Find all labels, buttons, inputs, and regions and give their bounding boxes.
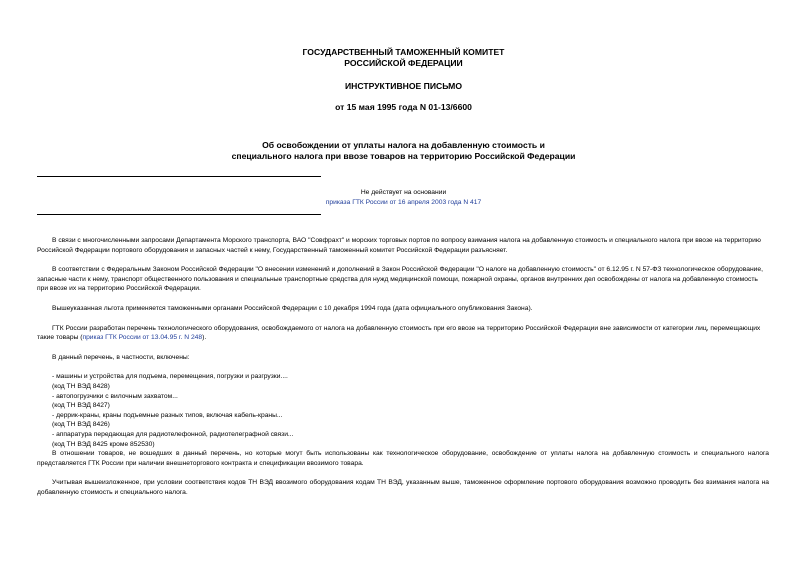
paragraph-2: В соответствии с Федеральным Законом Российской Федерации "О внесении изменений и дополнений в Закон Российской Федерации "О налоге на добавленную стоимость" от 6.12.95 г. N 57-ФЗ технологическое оборудование, запасные части к нему, транспорт общественного пользования и специальные транспортные средства для нужд медицинской помощи, пожарной охраны, органов внутренних дел освобождены от налога на добавленную стоимость при ввозе их на территорию Российской Федерации.	[37, 266, 763, 293]
list-item: - деррик-краны, краны подъемные разных типов, включая кабель-краны...	[52, 411, 283, 419]
document-title-line1: Об освобождении от уплаты налога на добавленную стоимость и	[262, 140, 545, 150]
paragraph-6: В отношении товаров, не вошедших в данный перечень, но которые могут быть использованы как технологическое оборудование, освобождение от уплаты налога на добавленную стоимость и специального налога представляется ГТК России при наличии внешнеторгового контракта и спецификации ввозимого товара.	[37, 450, 769, 467]
list-item-code: (код ТН ВЭД 8425 кроме 852530)	[52, 440, 155, 448]
equipment-list	[37, 372, 769, 449]
document-title-line2: специального налога при ввозе товаров на территорию Российской Федерации	[231, 151, 576, 161]
document-body	[37, 236, 769, 497]
top-divider	[37, 176, 321, 177]
paragraph-7: Учитывая вышеизложенное, при условии соответствия кодов ТН ВЭД ввозимого оборудования кодам ТН ВЭД, указанным выше, таможенное оформление портового оборудования возможно проводить без взимания налога на добавленную стоимость и специального налога.	[37, 479, 769, 496]
org-name-line2: РОССИЙСКОЙ ФЕДЕРАЦИИ	[344, 58, 463, 68]
org-name-line1: ГОСУДАРСТВЕННЫЙ ТАМОЖЕННЫЙ КОМИТЕТ	[302, 47, 505, 57]
paragraph-5: В данный перечень, в частности, включены:	[52, 353, 190, 361]
list-item-code: (код ТН ВЭД 8426)	[52, 421, 110, 429]
status-note: Не действует на основании	[360, 189, 447, 196]
list-item: - автопогрузчики с вилочным захватом...	[52, 392, 178, 400]
paragraph-1: В связи с многочисленными запросами Департамента Морского транспорта, ВАО "Совфрахт" и морских торговых портов по вопросу взимания налога на добавленную стоимость и специального налога при ввозе на территорию Российской Федерации портового оборудования и запасных частей к нему, Государственный таможенный комитет Российской Федерации разъясняет.	[37, 237, 761, 254]
list-item: - машины и устройства для подъема, перемещения, погрузки и разгрузки....	[52, 373, 288, 381]
status-order-link[interactable]: приказа ГТК России от 16 апреля 2003 года N 417	[325, 199, 482, 206]
list-item-code: (код ТН ВЭД 8428)	[52, 382, 110, 390]
paragraph-4-text: ГТК России разработан перечень технологического оборудования, освобождаемого от налога на добавленную стоимость при его ввозе на территорию Российской Федерации вне зависимости от категории лиц, перемещающих такие товары (	[37, 324, 761, 342]
paragraph-4-end: ).	[202, 334, 207, 342]
paragraph-4	[37, 324, 769, 343]
paragraph-3: Вышеуказанная льгота применяется таможенными органами Российской Федерации с 10 декабря 1994 года (дата официального опубликования Закона).	[52, 304, 533, 312]
list-item: - аппаратура передающая для радиотелефонной, радиотелеграфной связи...	[52, 430, 294, 438]
document-date: от 15 мая 1995 года N 01-13/6600	[335, 102, 472, 112]
bottom-divider	[37, 214, 321, 215]
document-type: ИНСТРУКТИВНОЕ ПИСЬМО	[344, 81, 463, 91]
list-item-code: (код ТН ВЭД 8427)	[52, 402, 110, 410]
order-248-link[interactable]: приказ ГТК России от 13.04.95 г. N 248	[82, 334, 203, 342]
